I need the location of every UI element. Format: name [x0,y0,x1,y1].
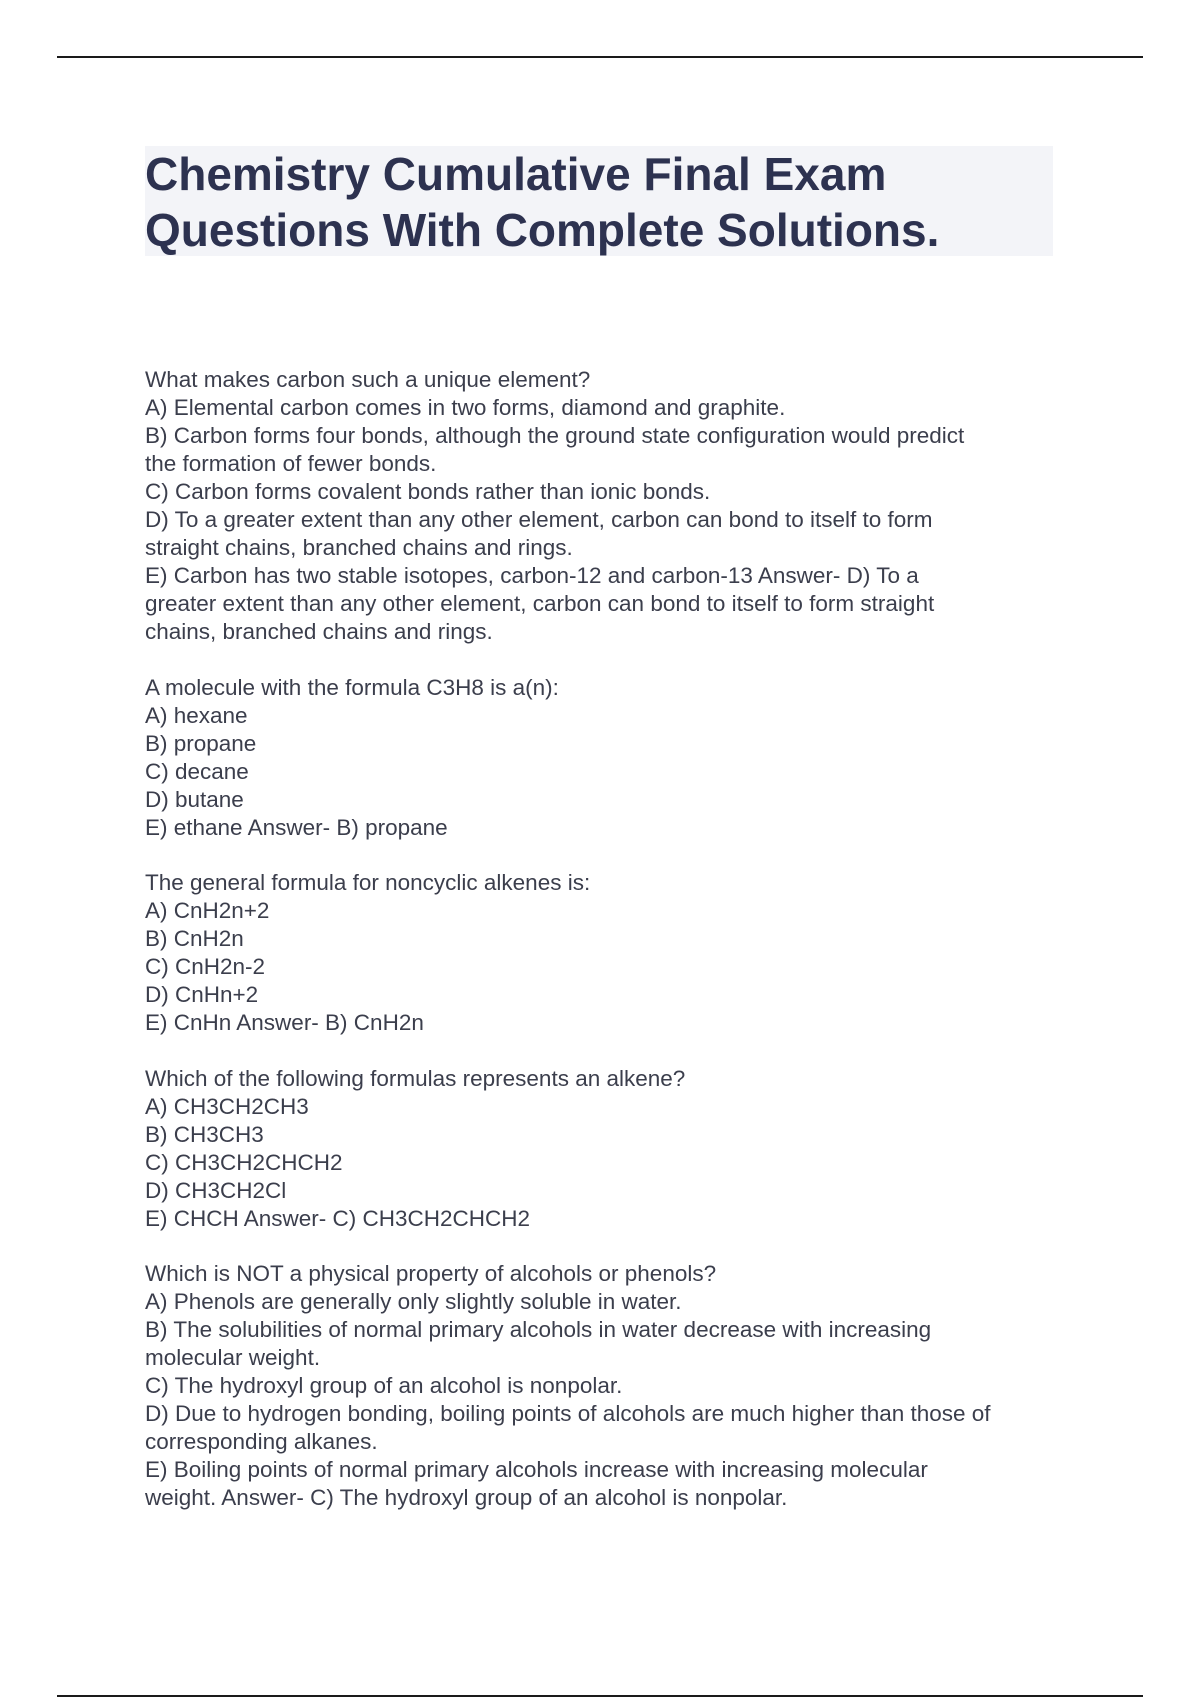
question-2-prompt: A molecule with the formula C3H8 is a(n): [145,674,559,700]
question-2-option-c: C) decane [145,758,249,784]
question-2-option-d: D) butane [145,786,244,812]
question-4-prompt: Which of the following formulas represents an alkene? [145,1065,686,1091]
question-3-prompt: The general formula for noncyclic alkenes is: [145,870,591,895]
question-5-option-e: E) Boiling points of normal primary alcohols increase with increasing molecular [145,1457,928,1482]
question-5-option-d: D) Due to hydrogen bonding, boiling points of alcohols are much higher than those of [145,1401,991,1426]
question-4-option-d: D) CH3CH2Cl [145,1177,287,1203]
question-2-option-a: A) hexane [145,702,248,728]
question-1-option-c: C) Carbon forms covalent bonds rather than ionic bonds. [145,479,711,504]
question-2-option-e-answer: E) ethane Answer- B) propane [145,814,448,840]
question-list [145,366,1065,1540]
question-1-option-a: A) Elemental carbon comes in two forms, diamond and graphite. [145,395,786,420]
document-title [145,146,1053,256]
question-1-option-e-answer: E) Carbon has two stable isotopes, carbon-12 and carbon-13 Answer- D) To a [145,563,919,588]
question-4-option-e-answer: E) CHCH Answer- C) CH3CH2CHCH2 [145,1205,531,1231]
question-1-answer-cont: chains, branched chains and rings. [145,619,493,644]
title-line-1: Chemistry Cumulative Final Exam [145,148,887,200]
question-3 [145,869,1065,1037]
question-5-option-a: A) Phenols are generally only slightly soluble in water. [145,1289,682,1314]
question-1 [145,366,1065,646]
question-5 [145,1260,1065,1512]
question-5-option-c: C) The hydroxyl group of an alcohol is nonpolar. [145,1373,623,1398]
question-4-option-a: A) CH3CH2CH3 [145,1093,309,1119]
question-4-option-c: C) CH3CH2CHCH2 [145,1149,343,1175]
question-3-option-b: B) CnH2n [145,926,244,951]
title-line-2: Questions With Complete Solutions. [145,204,940,256]
footer-rule [57,1695,1143,1697]
question-3-option-e-answer: E) CnHn Answer- B) CnH2n [145,1010,424,1035]
question-4 [145,1065,1065,1233]
question-3-option-d: D) CnHn+2 [145,982,259,1007]
question-2 [145,674,1065,842]
question-4-option-b: B) CH3CH3 [145,1121,264,1147]
question-5-option-b: B) The solubilities of normal primary alcohols in water decrease with increasing [145,1317,932,1342]
question-5-option-d-cont: corresponding alkanes. [145,1429,378,1454]
question-5-prompt: Which is NOT a physical property of alcohols or phenols? [145,1261,717,1286]
question-1-prompt: What makes carbon such a unique element? [145,367,591,392]
header-rule [57,56,1143,58]
question-1-option-b: B) Carbon forms four bonds, although the ground state configuration would predict [145,423,965,448]
question-1-option-b-cont: the formation of fewer bonds. [145,451,437,476]
question-3-option-a: A) CnH2n+2 [145,898,270,923]
question-5-option-e-answer: weight. Answer- C) The hydroxyl group of an alcohol is nonpolar. [145,1485,788,1510]
question-1-answer-cont: greater extent than any other element, carbon can bond to itself to form straight [145,591,935,616]
question-2-option-b: B) propane [145,730,257,756]
question-1-option-d-cont: straight chains, branched chains and rings. [145,535,573,560]
question-5-option-b-cont: molecular weight. [145,1345,321,1370]
question-1-option-d: D) To a greater extent than any other element, carbon can bond to itself to form [145,507,933,532]
question-3-option-c: C) CnH2n-2 [145,954,266,979]
